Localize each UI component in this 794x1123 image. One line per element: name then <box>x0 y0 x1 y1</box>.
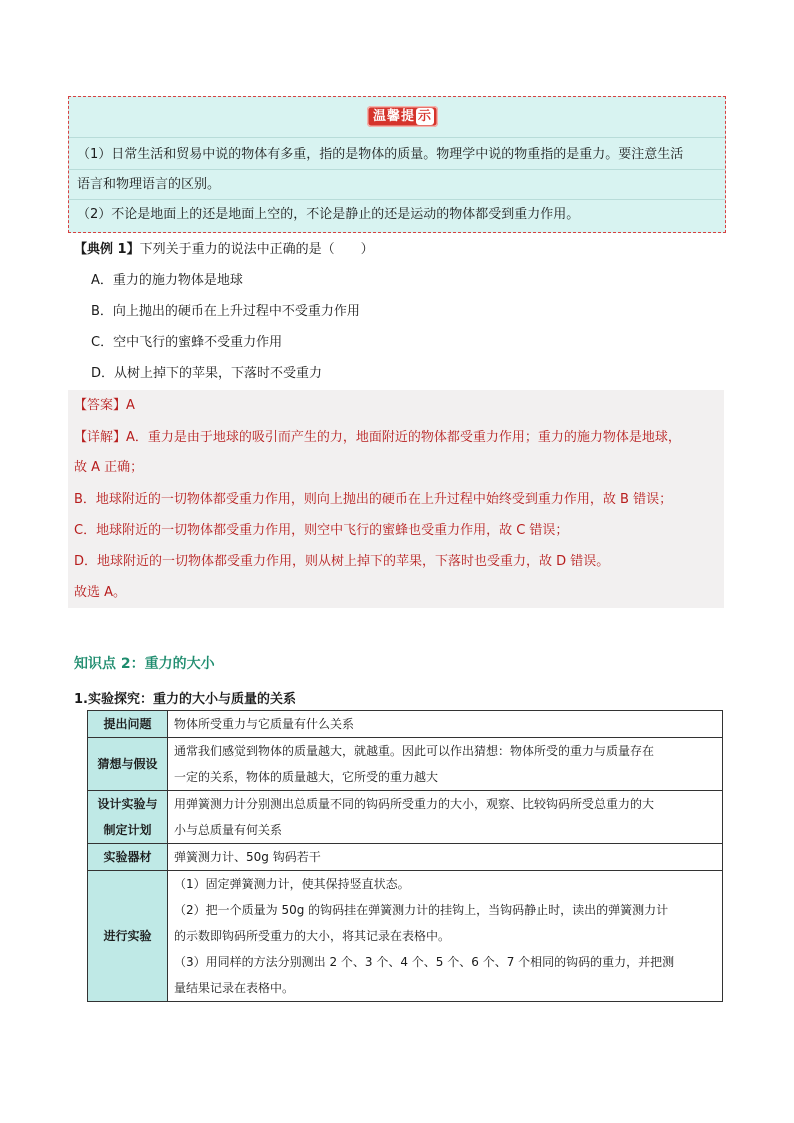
detail-line-3: B．地球附近的一切物体都受重力作用，则向上抛出的硬币在上升过程中始终受到重力作用，故 B 错误； <box>74 492 673 507</box>
table-row <box>88 844 723 871</box>
tip-line-1: （1）日常生活和贸易中说的物体有多重，指的是物体的质量。物理学中说的物重指的是重力。要注意生活 <box>77 147 684 162</box>
option-a: A．重力的施力物体是地球 <box>91 273 243 288</box>
row-content-text: 通常我们感觉到物体的质量越大，就越重。因此可以作出猜想：物体所受的重力与质量存在 <box>174 744 655 758</box>
row-content-text: 小与总质量有何关系 <box>174 823 283 837</box>
option-d: D．从树上掉下的苹果，下落时不受重力 <box>91 366 323 381</box>
tip-box <box>68 96 726 233</box>
tip-badge-text: 温馨提 <box>373 109 416 124</box>
row-content-text: 弹簧测力计、50g 钩码若干 <box>174 850 321 864</box>
row-header <box>88 711 168 738</box>
detail-line-5: D．地球附近的一切物体都受重力作用，则从树上掉下的苹果，下落时也受重力，故 D 错误。 <box>74 554 610 569</box>
detail-line-6: 故选 A。 <box>74 585 127 600</box>
tip-divider <box>69 199 725 200</box>
row-header-text: 提出问题 <box>103 717 152 731</box>
tip-badge-last: 示 <box>418 109 433 124</box>
example-label: 【典例 1】 <box>74 242 140 257</box>
row-content-text: （1）固定弹簧测力计，使其保持竖直状态。 <box>174 877 410 891</box>
example-question-text: 下列关于重力的说法中正确的是（ ） <box>139 242 374 257</box>
row-content-text: 量结果记录在表格中。 <box>174 981 295 995</box>
option-b: B．向上抛出的硬币在上升过程中不受重力作用 <box>91 304 360 319</box>
row-header <box>88 871 168 1002</box>
row-content <box>168 711 723 738</box>
option-c: C．空中飞行的蜜蜂不受重力作用 <box>91 335 283 350</box>
table-row <box>88 711 723 738</box>
example-question <box>74 240 374 260</box>
detail-line-2: 故 A 正确； <box>74 460 144 475</box>
table-row <box>88 791 723 844</box>
row-content <box>168 844 723 871</box>
row-content <box>168 871 723 1002</box>
row-header <box>88 791 168 844</box>
detail-line-4: C．地球附近的一切物体都受重力作用，则空中飞行的蜜蜂也受重力作用，故 C 错误； <box>74 523 569 538</box>
row-content-text: （2）把一个质量为 50g 的钩码挂在弹簧测力计的挂钩上，当钩码静止时，读出的弹簧测力计 <box>174 903 669 917</box>
tip-badge <box>367 106 438 127</box>
row-content <box>168 738 723 791</box>
answer-box <box>68 390 724 608</box>
row-content-text: （3）用同样的方法分别测出 2 个、3 个、4 个、5 个、6 个、7 个相同的钩码的重力，并把测 <box>174 955 675 969</box>
row-content-text: 一定的关系，物体的质量越大，它所受的重力越大 <box>174 770 439 784</box>
tip-divider <box>69 169 725 170</box>
knowledge-point-title: 知识点 2：重力的大小 <box>74 656 215 672</box>
row-content-text: 的示数即钩码所受重力的大小，将其记录在表格中。 <box>174 929 451 943</box>
tip-line-3: （2）不论是地面上的还是地面上空的，不论是静止的还是运动的物体都受到重力作用。 <box>77 207 580 222</box>
tip-divider <box>69 137 725 138</box>
row-header-text: 设计实验与 <box>97 797 158 811</box>
detail-line-1: 【详解】A．重力是由于地球的吸引而产生的力，地面附近的物体都受重力作用；重力的施力物体是地球， <box>74 430 681 445</box>
row-content-text: 用弹簧测力计分别测出总质量不同的钩码所受重力的大小，观察、比较钩码所受总重力的大 <box>174 797 655 811</box>
row-content-text: 物体所受重力与它质量有什么关系 <box>174 717 355 731</box>
row-header <box>88 738 168 791</box>
table-row <box>88 871 723 1002</box>
answer-line: 【答案】A <box>74 398 135 413</box>
row-header-text: 制定计划 <box>103 823 152 837</box>
table-row <box>88 738 723 791</box>
row-header <box>88 844 168 871</box>
row-content <box>168 791 723 844</box>
row-header-text: 实验器材 <box>103 850 152 864</box>
row-header-text: 猜想与假设 <box>97 757 158 771</box>
section-title: 1.实验探究：重力的大小与质量的关系 <box>74 692 296 707</box>
experiment-table <box>87 710 723 1002</box>
row-header-text: 进行实验 <box>103 929 152 943</box>
tip-line-2: 语言和物理语言的区别。 <box>77 177 221 192</box>
